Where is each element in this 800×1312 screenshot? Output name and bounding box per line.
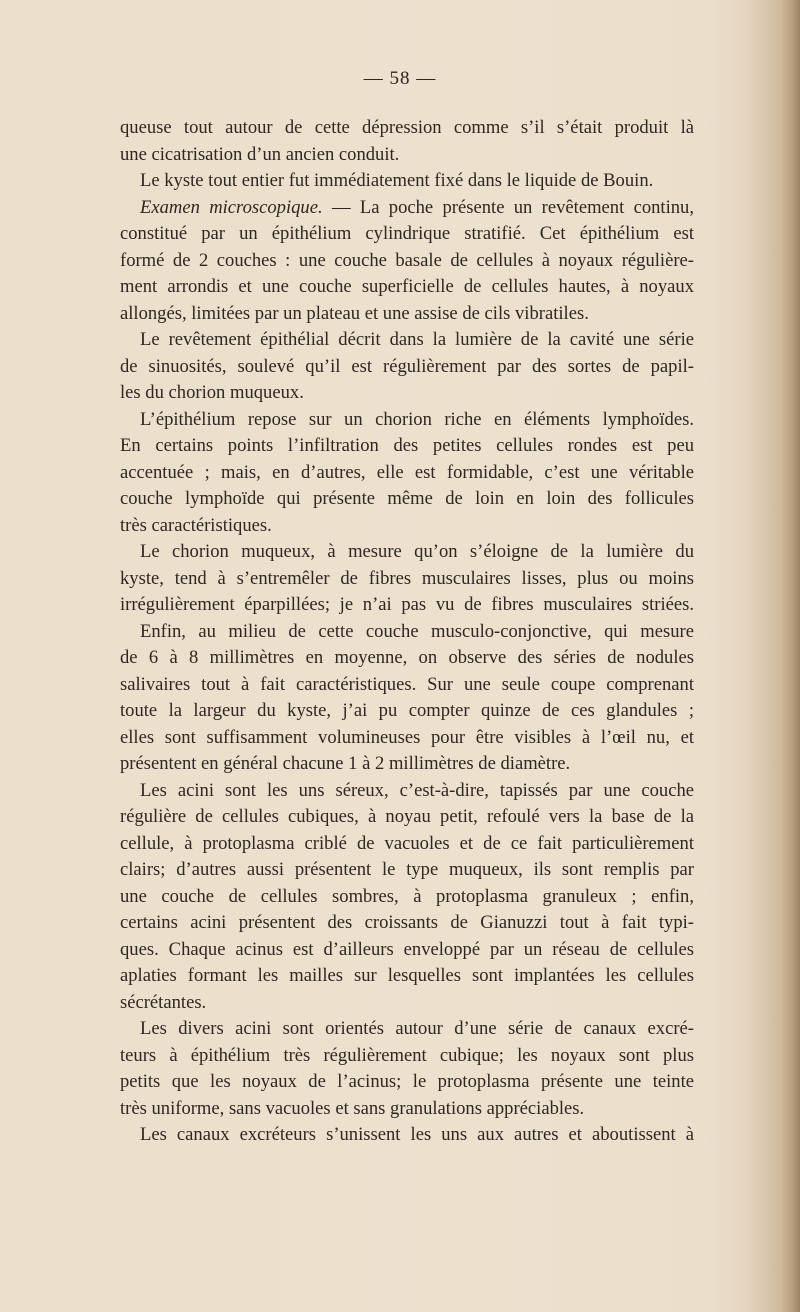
text-line xyxy=(120,142,694,169)
text-line xyxy=(120,195,694,222)
text-line-content: certains acini présentent des croissants de Gianuzzi tout à fait typi- xyxy=(120,912,694,933)
text-line-content: Le revêtement épithélial décrit dans la lumière de la cavité une série xyxy=(140,329,694,350)
text-line-content: allongés, limitées par un plateau et une assise de cils vibratiles. xyxy=(120,302,589,324)
text-line-content: Les canaux excréteurs s’unissent les uns aux autres et aboutissent à xyxy=(140,1124,694,1145)
text-line-content: salivaires tout à fait caractéristiques. Sur une seule coupe comprenant xyxy=(120,673,694,695)
section-heading-italic: Examen microscopique. xyxy=(140,196,323,218)
text-line-content: couche lymphoïde qui présente même de loin en loin des follicules xyxy=(120,488,694,509)
text-line-content: Enfin, au milieu de cette couche musculo-conjonctive, qui mesure xyxy=(140,620,694,642)
text-line xyxy=(120,1043,694,1070)
text-line xyxy=(120,857,694,884)
text-line-content: Le kyste tout entier fut immédiatement fixé dans le liquide de Bouin. xyxy=(140,170,654,191)
text-line xyxy=(120,937,694,964)
text-line-content: teurs à épithélium très régulièrement cubique; les noyaux sont plus xyxy=(120,1044,694,1066)
text-line xyxy=(120,619,694,646)
text-line xyxy=(120,1096,694,1123)
text-line-content: constitué par un épithélium cylindrique stratifié. Cet épithélium est xyxy=(120,223,694,244)
text-line-content: toute la largeur du kyste, j’ai pu compter quinze de ces glandules ; xyxy=(120,700,694,721)
text-line-content: régulière de cellules cubiques, à noyau petit, refoulé vers la base de la xyxy=(120,806,694,827)
text-line xyxy=(120,566,694,593)
text-line-content: cellule, à protoplasma criblé de vacuoles et de ce fait particulièrement xyxy=(120,832,694,854)
text-line-content: accentuée ; mais, en d’autres, elle est formidable, c’est une véritable xyxy=(120,461,694,483)
text-line xyxy=(120,513,694,540)
text-line-content: présentent en général chacune 1 à 2 millimètres de diamètre. xyxy=(120,753,571,774)
text-line xyxy=(120,778,694,805)
text-line-content: très uniforme, sans vacuoles et sans granulations appréciables. xyxy=(120,1097,585,1119)
text-line xyxy=(120,698,694,725)
text-line xyxy=(120,884,694,911)
text-line-content: Le chorion muqueux, à mesure qu’on s’éloigne de la lumière du xyxy=(140,541,694,562)
text-line xyxy=(120,1016,694,1043)
text-line xyxy=(120,1069,694,1096)
text-line-content: sécrétantes. xyxy=(120,991,207,1013)
text-line xyxy=(120,248,694,275)
text-line xyxy=(120,486,694,513)
text-line xyxy=(120,274,694,301)
text-line-content: L’épithélium repose sur un chorion riche en éléments lymphoïdes. xyxy=(140,408,694,430)
text-line-content: très caractéristiques. xyxy=(120,514,272,536)
text-line xyxy=(120,354,694,381)
text-line xyxy=(120,168,694,195)
text-line-content: une couche de cellules sombres, à protoplasma granuleux ; enfin, xyxy=(120,885,694,907)
text-line xyxy=(120,725,694,752)
page-number: — 58 — xyxy=(363,68,437,89)
text-line xyxy=(120,327,694,354)
page-edge-shadow xyxy=(782,0,800,1312)
text-line xyxy=(120,804,694,831)
text-line-content: kyste, tend à s’entremêler de fibres musculaires lisses, plus ou moins xyxy=(120,567,694,589)
text-line-content: elles sont suffisamment volumineuses pour être visibles à l’œil nu, et xyxy=(120,726,694,748)
text-line-content: petits que les noyaux de l’acinus; le protoplasma présente une teinte xyxy=(120,1071,694,1092)
text-line xyxy=(120,407,694,434)
text-line-content: Les acini sont les uns séreux, c’est-à-dire, tapissés par une couche xyxy=(140,779,694,801)
text-line-content: Les divers acini sont orientés autour d’une série de canaux excré- xyxy=(140,1018,694,1039)
text-line-content: queuse tout autour de cette dépression comme s’il s’était produit là xyxy=(120,117,694,138)
text-line-content: En certains points l’infiltration des petites cellules rondes est peu xyxy=(120,435,694,456)
text-line-content: ment arrondis et une couche superficielle de cellules hautes, à noyaux xyxy=(120,276,694,297)
text-line-content: ques. Chaque acinus est d’ailleurs enveloppé par un réseau de cellules xyxy=(120,938,694,960)
text-line xyxy=(120,460,694,487)
text-line-content: — La poche présente un revêtement continu, xyxy=(322,196,694,218)
text-line xyxy=(120,910,694,937)
text-line-content: une cicatrisation d’un ancien conduit. xyxy=(120,143,400,165)
text-line xyxy=(120,221,694,248)
text-line xyxy=(120,115,694,142)
text-line-content: les du chorion muqueux. xyxy=(120,382,304,403)
text-line-content: de 6 à 8 millimètres en moyenne, on observe des séries de nodules xyxy=(120,647,694,668)
text-line xyxy=(120,433,694,460)
text-line xyxy=(120,301,694,328)
text-line xyxy=(120,592,694,619)
text-line xyxy=(120,539,694,566)
text-line xyxy=(120,831,694,858)
body-text xyxy=(120,115,694,1149)
text-line xyxy=(120,963,694,990)
text-line-content: irrégulièrement éparpillées; je n’ai pas vu de fibres musculaires striées. xyxy=(120,594,694,615)
text-line xyxy=(120,990,694,1017)
text-line-content: clairs; d’autres aussi présentent le type muqueux, ils sont remplis par xyxy=(120,859,694,880)
text-line-content: de sinuosités, soulevé qu’il est régulièrement par des sortes de papil- xyxy=(120,355,694,377)
text-line xyxy=(120,1122,694,1149)
text-line xyxy=(120,645,694,672)
text-line xyxy=(120,751,694,778)
text-line xyxy=(120,380,694,407)
text-line-content: formé de 2 couches : une couche basale de cellules à noyaux régulière- xyxy=(120,249,694,271)
text-line-content: aplaties formant les mailles sur lesquelles sont implantées les cellules xyxy=(120,965,694,986)
text-line xyxy=(120,672,694,699)
